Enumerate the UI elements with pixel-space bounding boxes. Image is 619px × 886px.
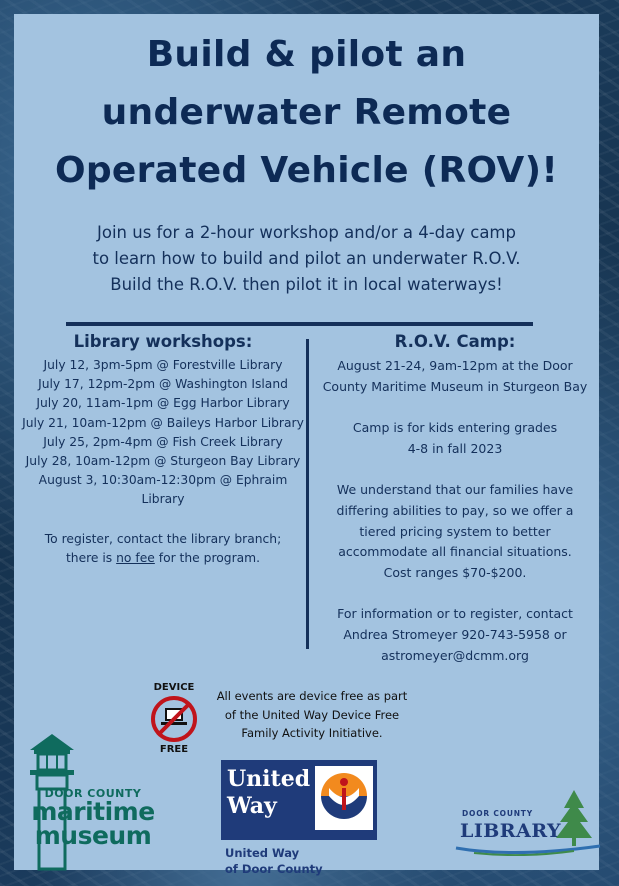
register-pre: there is (65, 550, 117, 565)
intro-line-2: to learn how to build and pilot an underwater R.O.V. (92, 249, 521, 268)
maritime-line-3: museum (34, 821, 152, 850)
pricing-line: tiered pricing system to better (359, 523, 551, 539)
pricing-line: Cost ranges $70-$200. (383, 564, 527, 580)
camp-heading: R.O.V. Camp: (394, 332, 516, 351)
pine-tree-icon (554, 788, 594, 848)
library-workshops-section (22, 330, 304, 568)
contact-email: astromeyer@dcmm.org (381, 647, 529, 663)
maritime-line-2: maritime (31, 797, 155, 826)
maritime-museum-logo (28, 788, 158, 848)
spacer (314, 583, 596, 604)
united-way-caption-2: of Door County (225, 862, 323, 876)
library-small-text: DOOR COUNTY (462, 809, 533, 818)
title-line-1: Build & pilot an (146, 34, 467, 75)
contact-line: For information or to register, contact (337, 606, 573, 622)
camp-dates-line-2: County Maritime Museum in Sturgeon Bay (322, 378, 588, 394)
flyer-panel (14, 14, 599, 876)
water-wave-icon (454, 844, 604, 856)
pricing-line: accommodate all financial situations. (338, 544, 572, 560)
intro-line-3: Build the R.O.V. then pilot it in local waterways! (110, 275, 503, 294)
registration-note (22, 530, 304, 568)
camp-dates-line-1: August 21-24, 9am-12pm at the Door (337, 358, 573, 373)
workshop-item: July 17, 12pm-2pm @ Washington Island (38, 377, 288, 392)
no-fee-text: no fee (116, 550, 155, 565)
intro-line-1: Join us for a 2-hour workshop and/or a 4-day camp (97, 223, 516, 242)
united-way-caption-1: United Way (225, 846, 300, 860)
door-county-library-logo (454, 796, 604, 856)
flyer-title (14, 26, 599, 200)
workshops-heading: Library workshops: (73, 332, 253, 351)
badge-bottom-text: FREE (159, 744, 189, 755)
united-way-line-1: United (227, 766, 311, 792)
united-way-logo (221, 760, 377, 840)
device-free-note (202, 687, 422, 743)
maritime-line-1: DOOR COUNTY (44, 787, 142, 800)
spacer (314, 459, 596, 480)
camp-grades-line-2: 4-8 in fall 2023 (407, 440, 503, 456)
column-divider (306, 339, 309, 649)
intro-paragraph (14, 220, 599, 298)
workshop-item: July 25, 2pm-4pm @ Fish Creek Library (43, 434, 283, 449)
rov-camp-section (314, 330, 596, 666)
title-line-3: Operated Vehicle (ROV)! (54, 150, 559, 191)
united-way-line-2: Way (227, 793, 277, 819)
register-line-1: To register, contact the library branch; (44, 531, 282, 546)
spacer (314, 397, 596, 418)
united-way-caption (225, 845, 385, 877)
workshop-item: July 12, 3pm-5pm @ Forestville Library (43, 358, 283, 372)
workshop-item: August 3, 10:30am-12:30pm @ Ephraim (38, 473, 288, 488)
device-note-line-2: of the United Way Device Free (224, 707, 400, 722)
workshop-item: July 28, 10am-12pm @ Sturgeon Bay Library (25, 454, 301, 469)
library-big-text: LIBRARY (460, 820, 562, 842)
pricing-line: We understand that our families have (336, 482, 574, 498)
united-way-emblem-icon (315, 766, 373, 830)
horizontal-divider (66, 322, 533, 326)
contact-line: Andrea Stromeyer 920-743-5958 or (343, 626, 567, 642)
badge-top-text: DEVICE (153, 682, 195, 693)
device-note-line-1: All events are device free as part (216, 689, 408, 703)
pricing-line: differing abilities to pay, so we offer a (336, 502, 574, 518)
title-line-2: underwater Remote (101, 92, 512, 133)
register-post: for the program. (154, 550, 261, 565)
workshop-item: July 21, 10am-12pm @ Baileys Harbor Library (22, 415, 304, 430)
register-line-2 (22, 549, 304, 568)
camp-grades-line-1: Camp is for kids entering grades (352, 420, 558, 436)
device-note-line-3: Family Activity Initiative. (241, 726, 383, 740)
united-way-wordmark (227, 766, 311, 820)
workshop-item: July 20, 11am-1pm @ Egg Harbor Library (36, 396, 290, 411)
workshop-item: Library (141, 492, 185, 507)
